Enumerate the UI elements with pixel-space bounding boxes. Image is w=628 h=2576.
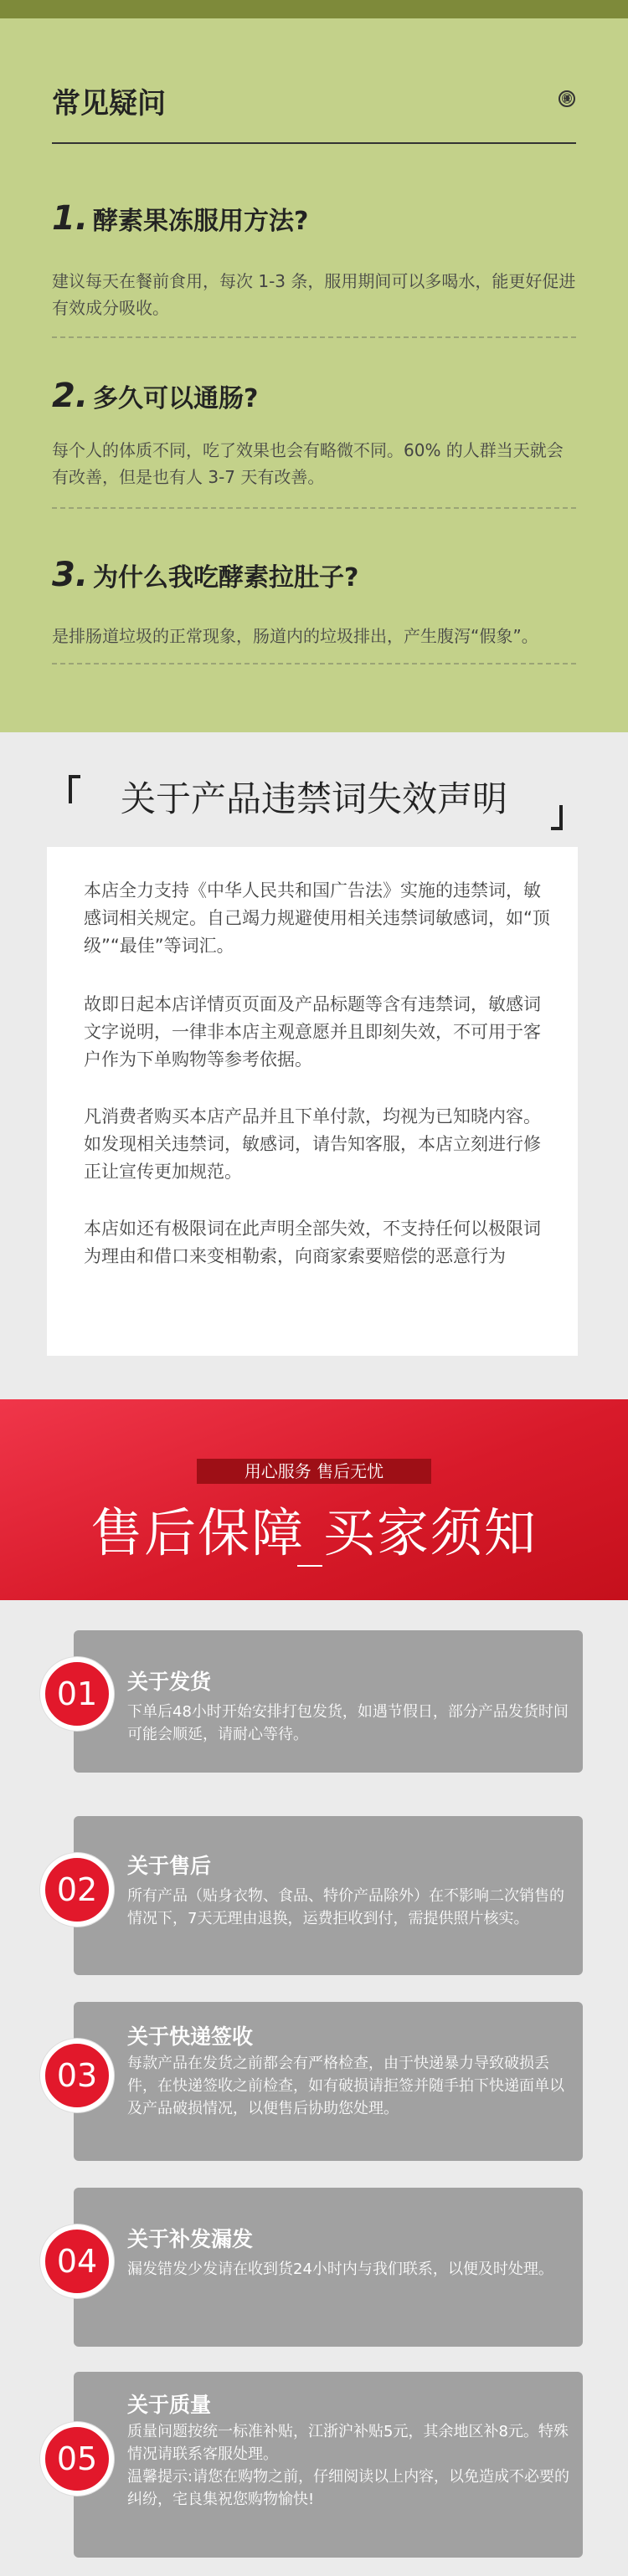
top-band: [0, 0, 628, 18]
badge-number: 04: [56, 2243, 98, 2280]
faq-dash-divider: [52, 663, 576, 665]
question-number: 3.: [52, 556, 89, 594]
info-card-after-sales: [74, 1816, 583, 1975]
number-badge-01: [40, 1657, 114, 1731]
info-card-delivery: [74, 2002, 583, 2161]
statement-box: [47, 847, 578, 1356]
statement-paragraph-3: 凡消费者购买本店产品并且下单付款，均视为已知晓内容。如发现相关违禁词，敏感词，请告知客服，本店立刻进行修正让宣传更加规范。: [84, 1106, 541, 1182]
info-card-shipping: [74, 1630, 583, 1773]
seal-icon: ㊝: [559, 90, 575, 107]
number-badge-05: [40, 2422, 114, 2496]
faq-answer-3: 是排肠道垃圾的正常现象，肠道内的垃圾排出，产生腹泻“假象”。: [52, 626, 538, 646]
faq-answer-1: 建议每天在餐前食用，每次 1-3 条，服用期间可以多喝水，能更好促进有效成分吸收。: [52, 271, 576, 318]
badge-number: 03: [56, 2057, 98, 2094]
card-title: 关于售后: [127, 1854, 212, 1878]
statement-paragraph-2: 故即日起本店详情页页面及产品标题等含有违禁词，敏感词文字说明，一律非本店主观意愿并且即刻失效，不可用于客户作为下单购物等参考依据。: [84, 994, 541, 1070]
faq-dash-divider: [52, 336, 576, 338]
question-text: 多久可以通肠?: [93, 384, 259, 413]
card-body: 所有产品（贴身衣物、食品、特价产品除外）在不影响二次销售的情况下，7天无理由退换，运费拒收到付，需提供照片核实。: [127, 1887, 564, 1927]
faq-dash-divider: [52, 507, 576, 509]
question-number: 1.: [52, 199, 89, 238]
number-badge-02: [40, 1853, 114, 1927]
card-title: 关于快递签收: [127, 2024, 254, 2049]
card-body: 每款产品在发货之前都会有严格检查，由于快递暴力导致破损丢件，在快递签收之前检查，如有破损请拒签并随手拍下快递面单以及产品破损情况，以便售后协助您处理。: [127, 2055, 564, 2117]
banner-underline: [297, 1565, 322, 1567]
card-title: 关于质量: [127, 2393, 212, 2417]
number-badge-03: [40, 2039, 114, 2112]
question-number: 2.: [52, 377, 89, 415]
info-card-reissue: [74, 2188, 583, 2347]
banner-subtitle: 用心服务 售后无忧: [197, 1459, 431, 1484]
card-body: 漏发错发少发请在收到货24小时内与我们联系，以便及时处理。: [127, 2260, 553, 2278]
statement-title: 关于产品违禁词失效声明: [120, 778, 507, 819]
faq-title: 常见疑问: [52, 87, 166, 121]
card-body: 下单后48小时开始安排打包发货，如遇节假日，部分产品发货时间可能会顺延，请耐心等待。: [127, 1703, 569, 1743]
number-badge-04: [40, 2224, 114, 2298]
question-text: 为什么我吃酵素拉肚子?: [93, 563, 359, 593]
question-text: 酵素果冻服用方法?: [93, 207, 309, 236]
statement-paragraph-1: 本店全力支持《中华人民共和国广告法》实施的违禁词，敏感词相关规定。自己竭力规避使用相关违禁词敏感词，如“顶级”“最佳”等词汇。: [84, 880, 550, 956]
faq-question-3: [52, 556, 358, 594]
card-body: 质量问题按统一标准补贴，江浙沪补贴5元，其余地区补8元。特殊情况请联系客服处理。 温馨提示:请您在购物之前，仔细阅读以上内容，以免造成不必要的纠纷，宅良集祝您购物愉快!: [127, 2423, 570, 2508]
banner-title: 售后保障 买家须知: [90, 1502, 538, 1563]
faq-question-2: [52, 377, 258, 415]
badge-number: 05: [56, 2440, 98, 2477]
faq-answer-2: 每个人的体质不同，吃了效果也会有略微不同。60% 的人群当天就会有改善，但是也有人 3-7 天有改善。: [52, 440, 564, 487]
faq-section: [0, 0, 628, 732]
faq-question-1: [52, 199, 308, 238]
badge-number: 02: [56, 1871, 98, 1908]
badge-number: 01: [56, 1675, 98, 1712]
card-title: 关于补发漏发: [127, 2227, 254, 2251]
statement-paragraph-4: 本店如还有极限词在此声明全部失效，不支持任何以极限词为理由和借口来变相勒索，向商家索要赔偿的恶意行为: [84, 1219, 541, 1266]
card-title: 关于发货: [127, 1670, 212, 1694]
info-card-quality: [74, 2372, 583, 2558]
faq-divider: [52, 142, 576, 144]
title-bracket-right: [551, 805, 563, 830]
